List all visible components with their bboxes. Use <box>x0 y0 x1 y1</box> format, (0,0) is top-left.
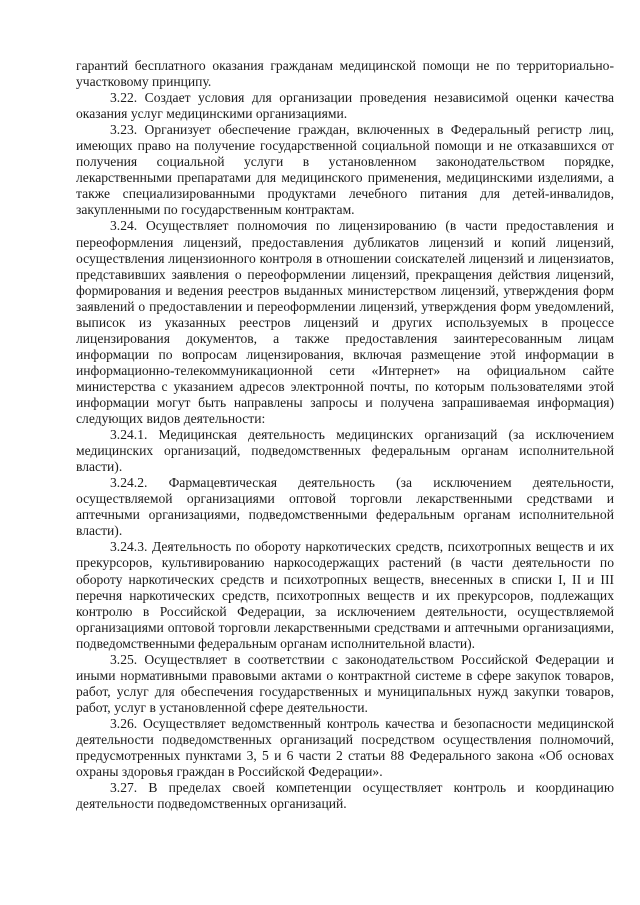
paragraph-3-24-1: 3.24.1. Медицинская деятельность медицинских организаций (за исключением медицинских организаций, подведомственных федеральным органам исполнительной власти). <box>76 427 614 475</box>
paragraph-3-22: 3.22. Создает условия для организации проведения независимой оценки качества оказания услуг медицинскими организациями. <box>76 90 614 122</box>
paragraph-3-26: 3.26. Осуществляет ведомственный контроль качества и безопасности медицинской деятельности подведомственных организаций посредством осуществления полномочий, предусмотренных пунктами 3, 5 и 6 части 2 статьи 88 Федерального закона «Об основах охраны здоровья граждан в Российской Федерации». <box>76 715 614 780</box>
paragraph-3-25: 3.25. Осуществляет в соответствии с законодательством Российской Федерации и иными нормативными правовыми актами о контрактной системе в сфере закупок товаров, работ, услуг для обеспечения государственных и муниципальных нужд закупки товаров, работ, услуг в установленной сфере деятельности. <box>76 651 614 715</box>
document-page <box>76 58 614 812</box>
paragraph-continuation: гарантий бесплатного оказания гражданам медицинской помощи не по территориально-участковому принципу. <box>76 58 614 90</box>
paragraph-3-24-3: 3.24.3. Деятельность по обороту наркотических средств, психотропных веществ и их прекурсоров, культивированию наркосодержащих растений (в части деятельности по обороту наркотических средств и психотропных веществ, внесенных в списки I, II и III перечня наркотических средств, психотропных веществ и их прекурсоров, подлежащих контролю в Российской Федерации, за исключением деятельности, осуществляемой организациями оптовой торговли лекарственными средствами и аптечными организациями, подведомственными федеральным органам исполнительной власти). <box>76 539 614 651</box>
paragraph-3-24-2: 3.24.2. Фармацевтическая деятельность (за исключением деятельности, осуществляемой организациями оптовой торговли лекарственными средствами и аптечными организациями, подведомственными федеральным органам исполнительной власти). <box>76 475 614 539</box>
paragraph-3-27: 3.27. В пределах своей компетенции осуществляет контроль и координацию деятельности подведомственных организаций. <box>76 780 614 812</box>
paragraph-3-23: 3.23. Организует обеспечение граждан, включенных в Федеральный регистр лиц, имеющих право на получение государственной социальной помощи и не отказавшихся от получения социальной услуги в установленном законодательством порядке, лекарственными препаратами для медицинского применения, медицинскими изделиями, а также специализированными продуктами лечебного питания для детей-инвалидов, закупленными по государственным контрактам. <box>76 122 614 218</box>
paragraph-3-24: 3.24. Осуществляет полномочия по лицензированию (в части предоставления и переоформления лицензий, предоставления дубликатов лицензий и копий лицензий, осуществления лицензионного контроля в отношении соискателей лицензий и лицензиатов, представивших заявления о переоформлении лицензий, прекращения действия лицензий, формирования и ведения реестров выданных министерством лицензий, утверждения форм заявлений о предоставлении и переоформлении лицензий, утверждения форм уведомлений, выписок из указанных реестров лицензий и других используемых в процессе лицензирования документов, а также предоставления заинтересованным лицам информации по вопросам лицензирования, включая размещение этой информации в информационно-телекоммуникационной сети «Интернет» на официальном сайте министерства с указанием адресов электронной почты, по которым пользователями этой информации могут быть направлены запросы и получена запрашиваемая информация) следующих видов деятельности: <box>76 218 614 427</box>
